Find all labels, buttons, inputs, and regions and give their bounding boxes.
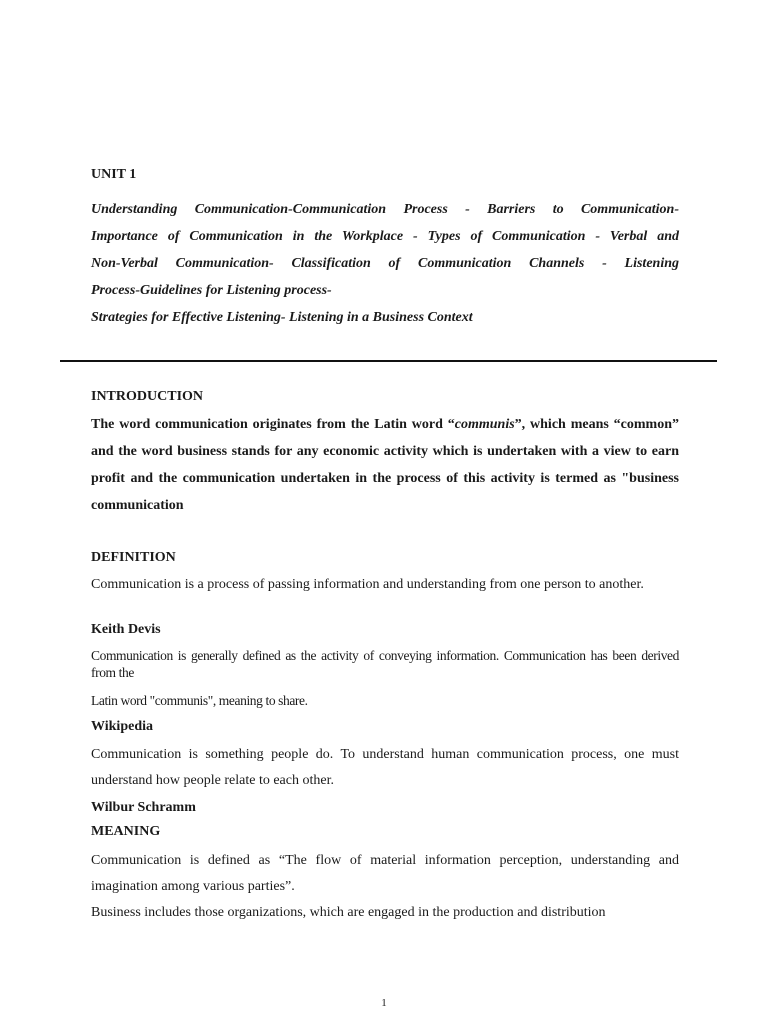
topic-line: Strategies for Effective Listening- Listening in a Business Context [91,310,473,325]
page-number: 1 [381,997,387,1009]
section-divider [60,360,717,362]
intro-text-after: ”, which means “common” and the word business stands for any economic activity which is undertaken with a view to earn profit and the communication undertaken in the process of this activity is termed as "business communication [91,417,679,513]
definition-1: Communication is a process of passing information and understanding from one person to another. [91,577,644,592]
topic-line: Non-Verbal Communication- Classification of Communication Channels - Listening [91,256,679,271]
topic-line: Understanding Communication-Communication Process - Barriers to Communication- [91,202,679,217]
definition-2-continued: Latin word "communis", meaning to share. [91,693,308,708]
unit-topics [91,196,679,331]
introduction-paragraph [91,411,679,519]
definition-heading: DEFINITION [91,550,176,565]
definition-2-author: Wikipedia [91,719,153,734]
meaning-paragraph-1: Communication is defined as “The flow of material information perception, understanding and imagination among various parties”. [91,853,679,894]
definition-3: Communication is something people do. To understand human communication process, one must understand how people relate to each other. [91,747,679,788]
intro-emphasis: communis [454,417,515,432]
definition-2: Communication is generally defined as the activity of conveying information. Communication has been derived from the [91,648,679,680]
meaning-heading: MEANING [91,824,161,839]
topic-line: Process-Guidelines for Listening process- [91,283,332,298]
definition-3-author: Wilbur Schramm [91,800,196,815]
intro-text-before: The word communication originates from the Latin word “ [91,417,455,432]
meaning-paragraph-2: Business includes those organizations, which are engaged in the production and distribution [91,905,606,920]
topic-line: Importance of Communication in the Workplace - Types of Communication - Verbal and [91,229,679,244]
introduction-heading: INTRODUCTION [91,389,204,404]
definition-1-author: Keith Devis [91,622,161,637]
unit-heading: UNIT 1 [91,167,137,182]
